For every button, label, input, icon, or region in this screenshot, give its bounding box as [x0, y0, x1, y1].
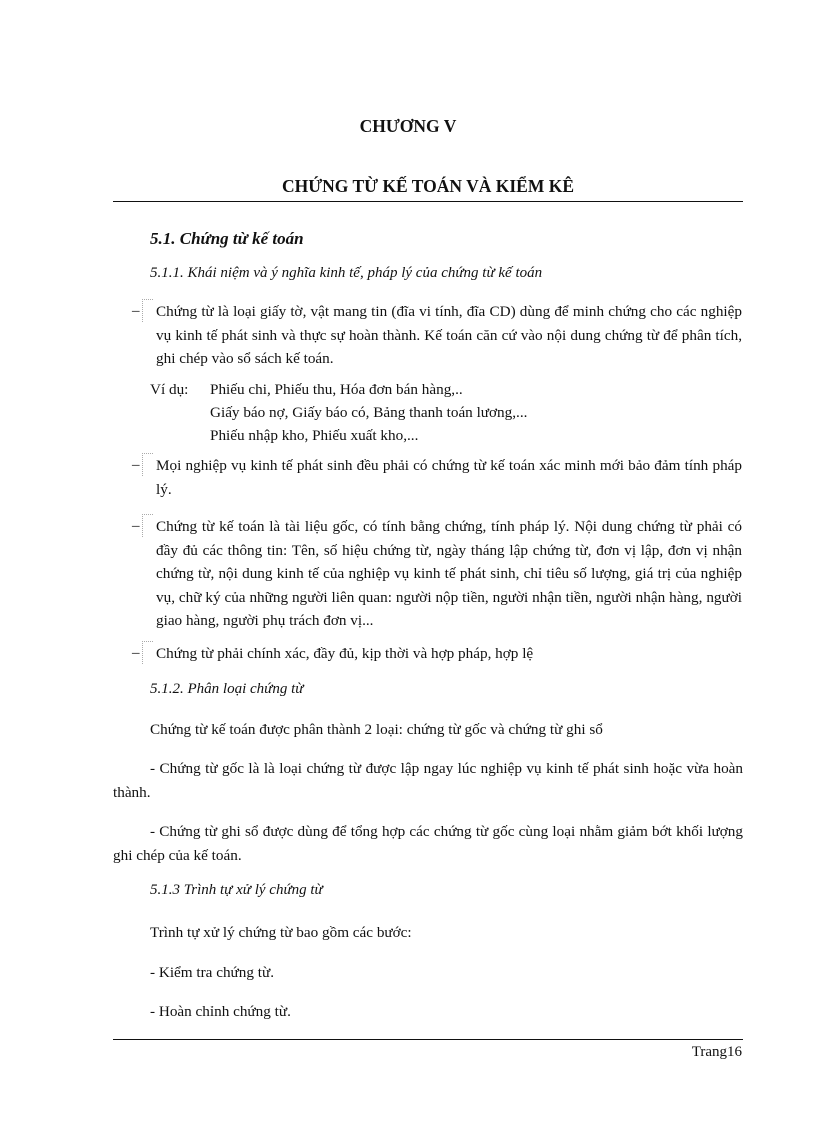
chapter-heading: CHƯƠNG V [359, 116, 457, 136]
bullet-dash-1: – [132, 303, 140, 319]
subsection-heading-5-1-1: 5.1.1. Khái niệm và ý nghĩa kinh tế, pháp lý của chứng từ kế toán [150, 265, 543, 281]
classification-item-1: - Chứng từ gốc là là loại chứng từ được lập ngay lúc nghiệp vụ kinh tế phát sinh hoặc vừa hoàn thành. [113, 760, 743, 801]
footer-rule [113, 1039, 743, 1040]
bullet-paragraph-2: Mọi nghiệp vụ kinh tế phát sinh đều phải có chứng từ kế toán xác minh mới bảo đảm tính pháp lý. [156, 457, 742, 498]
bullet-paragraph-4: Chứng từ phải chính xác, đầy đủ, kịp thời và hợp pháp, hợp lệ [156, 645, 534, 662]
subsection-heading-5-1-3: 5.1.3 Trình tự xử lý chứng từ [150, 882, 323, 898]
bullet-dash-4: – [132, 645, 140, 661]
chapter-title: CHỨNG TỪ KẾ TOÁN VÀ KIỂM KÊ [281, 176, 575, 196]
example-line-2: Giấy báo nợ, Giấy báo có, Bảng thanh toán lương,... [210, 404, 528, 421]
classification-intro: Chứng từ kế toán được phân thành 2 loại: chứng từ gốc và chứng từ ghi sổ [150, 721, 603, 738]
bullet-dash-2: – [132, 457, 140, 473]
page-number: Trang16 [691, 1044, 742, 1060]
bullet-dash-3: – [132, 518, 140, 534]
title-underline [113, 201, 743, 202]
classification-item-2: - Chứng từ ghi sổ được dùng để tổng hợp các chứng từ gốc cùng loại nhằm giảm bớt khối lượng ghi chép của kế toán. [113, 823, 743, 864]
example-line-3: Phiếu nhập kho, Phiếu xuất kho,... [210, 427, 419, 444]
example-line-1: Phiếu chi, Phiếu thu, Hóa đơn bán hàng,.. [210, 381, 463, 398]
bullet-paragraph-1: Chứng từ là loại giấy tờ, vật mang tin (đĩa vi tính, đĩa CD) dùng để minh chứng cho các nghiệp vụ kinh tế phát sinh và thực sự hoàn thành. Kế toán căn cứ vào nội dung chứng từ để phân tích, ghi chép vào sổ sách kế toán. [156, 303, 742, 367]
subsection-heading-5-1-2: 5.1.2. Phân loại chứng từ [150, 681, 304, 697]
process-step-2: - Hoàn chỉnh chứng từ. [150, 1003, 291, 1020]
section-heading-5-1: 5.1. Chứng từ kế toán [150, 229, 304, 248]
process-intro: Trình tự xử lý chứng từ bao gồm các bước: [150, 924, 412, 941]
bullet-paragraph-3: Chứng từ kế toán là tài liệu gốc, có tính bằng chứng, tính pháp lý. Nội dung chứng từ phải có đầy đủ các thông tin: Tên, số hiệu chứng từ, ngày tháng lập chứng từ, đơn vị lập, đơn vị nhận chứng từ, nội dung kinh tế của nghiệp vụ kinh tế phát sinh, chỉ tiêu số lượng, giá trị của nghiệp vụ, chữ ký của những người liên quan: người nộp tiền, người nhận tiền, người nhận hàng, người giao hàng, người phụ trách đơn vị... [156, 518, 742, 629]
example-label: Ví dụ: [150, 381, 189, 398]
process-step-1: - Kiểm tra chứng từ. [150, 964, 275, 981]
